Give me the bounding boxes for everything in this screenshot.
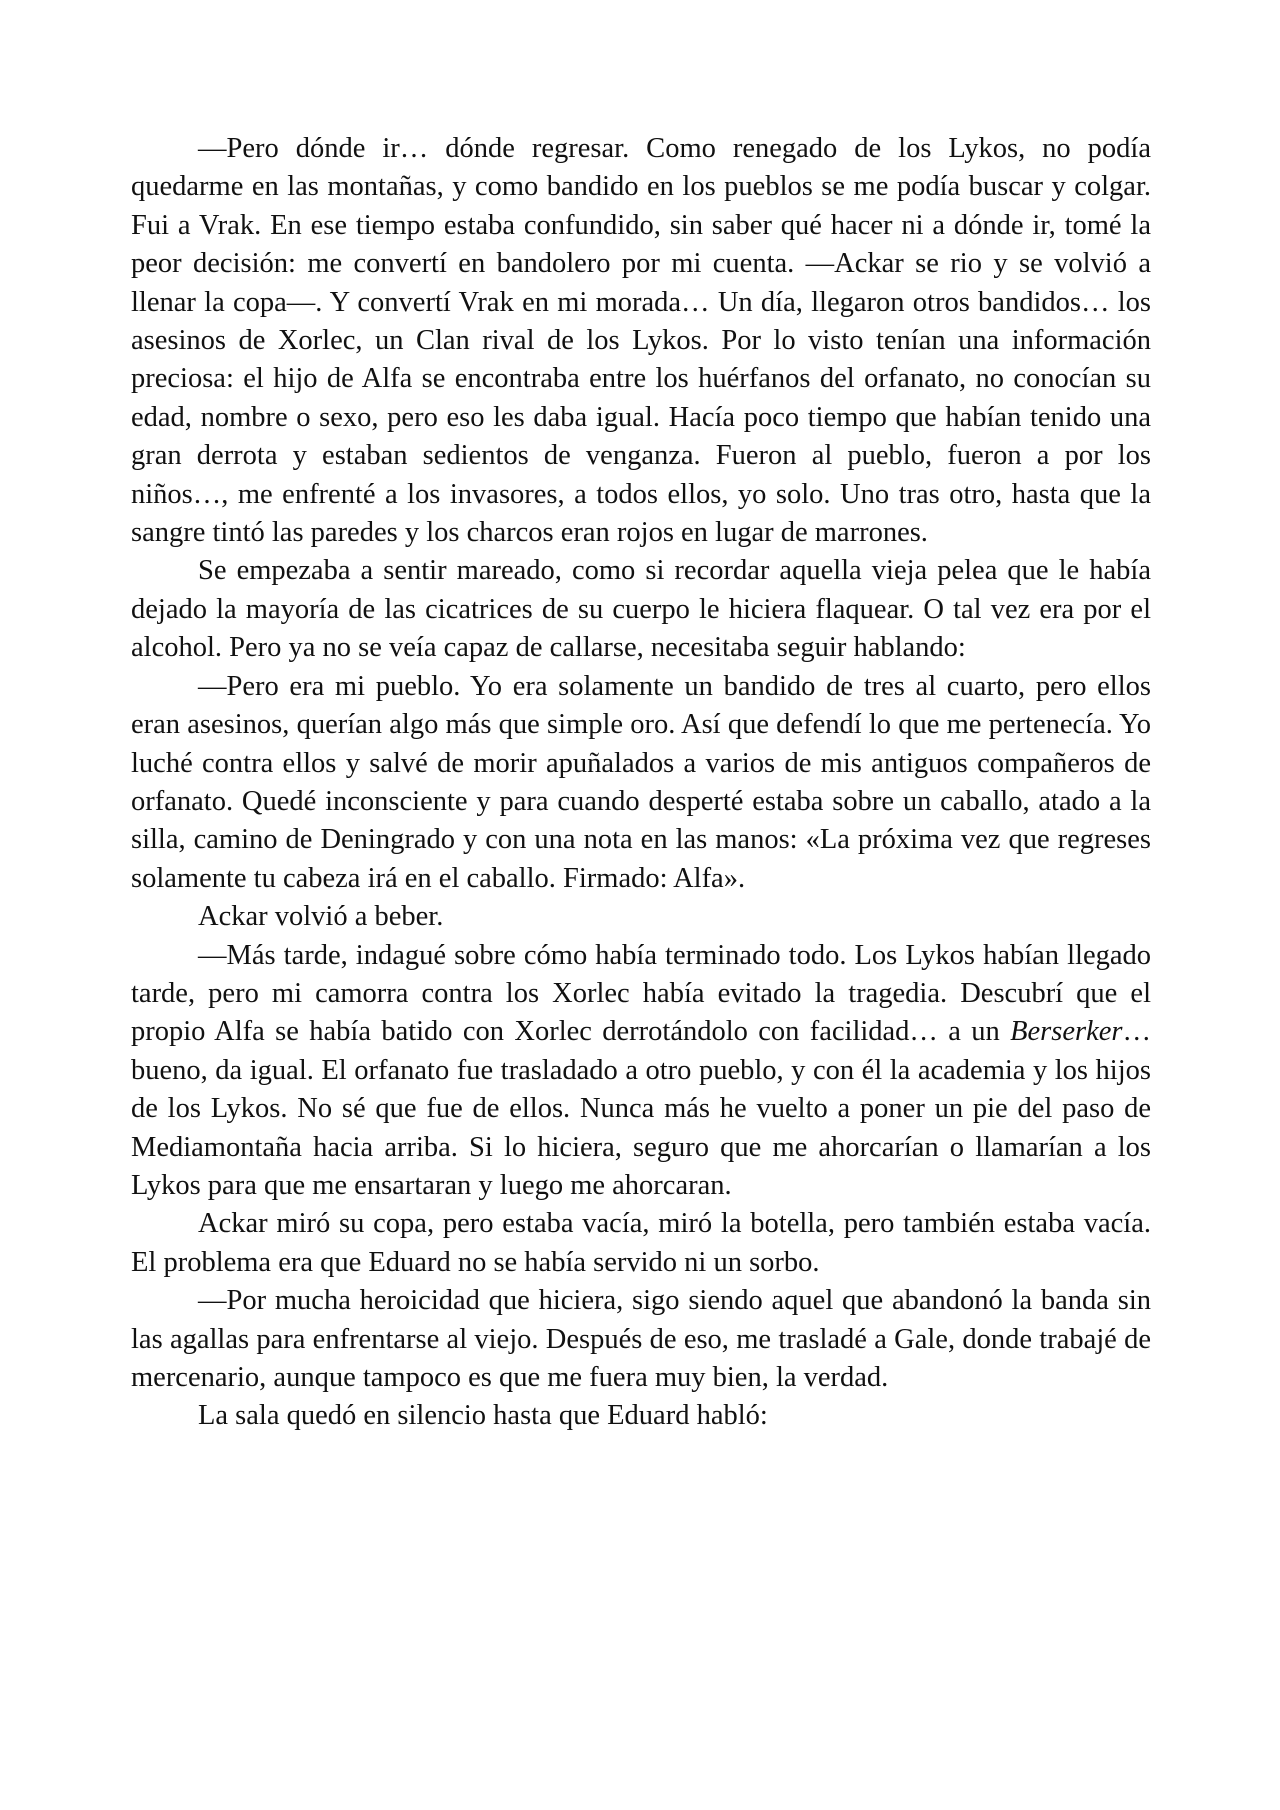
paragraph — [131, 1205, 1151, 1282]
text-segment: Ackar miró su copa, pero estaba vacía, miró la botella, pero también estaba vacía. El problema era que Eduard no se había servido ni un sorbo. — [131, 1208, 1151, 1278]
paragraph — [131, 1282, 1151, 1397]
paragraph — [131, 552, 1151, 667]
text-segment: —Por mucha heroicidad que hiciera, sigo siendo aquel que abandonó la banda sin las agallas para enfrentarse al viejo. Después de eso, me trasladé a Gale, donde trabajé de mercenario, aunque tampoco es que me fuera muy bien, la verdad. — [131, 1285, 1151, 1393]
paragraph — [131, 668, 1151, 898]
text-segment: Ackar volvió a beber. — [198, 901, 444, 933]
text-segment: —Pero dónde ir… dónde regresar. Como renegado de los Lykos, no podía quedarme en las montañas, y como bandido en los pueblos se me podía buscar y colgar. Fui a Vrak. En ese tiempo estaba confundido, sin saber qué hacer ni a dónde ir, tomé la peor decisión: me convertí en bandolero por mi cuenta. —Ackar se rio y se volvió a llenar la copa—. Y convertí Vrak en mi morada… Un día, llegaron otros bandidos… los asesinos de Xorlec, un Clan rival de los Lykos. Por lo visto tenían una información preciosa: el hijo de Alfa se encontraba entre los huérfanos del orfanato, no conocían su edad, nombre o sexo, pero eso les daba igual. Hacía poco tiempo que habían tenido una gran derrota y estaban sedientos de venganza. Fueron al pueblo, fueron a por los niños…, me enfrenté a los invasores, a todos ellos, yo solo. Uno tras otro, hasta que la sangre tintó las paredes y los charcos eran rojos en lugar de marrones. — [131, 133, 1151, 549]
text-segment: … bueno, da igual. El orfanato fue trasladado a otro pueblo, y con él la academia y los hijos de los Lykos. No sé que fue de ellos. Nunca más he vuelto a poner un pie del paso de Mediamontaña hacia arriba. Si lo hiciera, seguro que me ahorcarían o llamarían a los Lykos para que me ensartaran y luego me ahorcaran. — [131, 1016, 1151, 1201]
book-page — [131, 130, 1151, 1436]
paragraph — [131, 898, 1151, 936]
text-segment: Se empezaba a sentir mareado, como si recordar aquella vieja pelea que le había dejado la mayoría de las cicatrices de su cuerpo le hiciera flaquear. O tal vez era por el alcohol. Pero ya no se veía capaz de callarse, necesitaba seguir hablando: — [131, 555, 1151, 664]
text-segment: —Más tarde, indagué sobre cómo había terminado todo. Los Lykos habían llegado tarde, pero mi camorra contra los Xorlec había evitado la tragedia. Descubrí que el propio Alfa se había batido con Xorlec derrotándolo con facilidad… a un — [131, 939, 1151, 1048]
paragraph — [131, 1397, 1151, 1435]
italic-term: Berserker — [1010, 1016, 1123, 1048]
text-segment: La sala quedó en silencio hasta que Eduard habló: — [198, 1400, 768, 1432]
text-segment: —Pero era mi pueblo. Yo era solamente un bandido de tres al cuarto, pero ellos eran asesinos, querían algo más que simple oro. Así que defendí lo que me pertenecía. Yo luché contra ellos y salvé de morir apuñalados a varios de mis antiguos compañeros de orfanato. Quedé inconsciente y para cuando desperté estaba sobre un caballo, atado a la silla, camino de Deningrado y con una nota en las manos: «La próxima vez que regreses solamente tu cabeza irá en el caballo. Firmado: Alfa». — [131, 670, 1151, 894]
paragraph — [131, 937, 1151, 1206]
paragraph — [131, 130, 1151, 552]
